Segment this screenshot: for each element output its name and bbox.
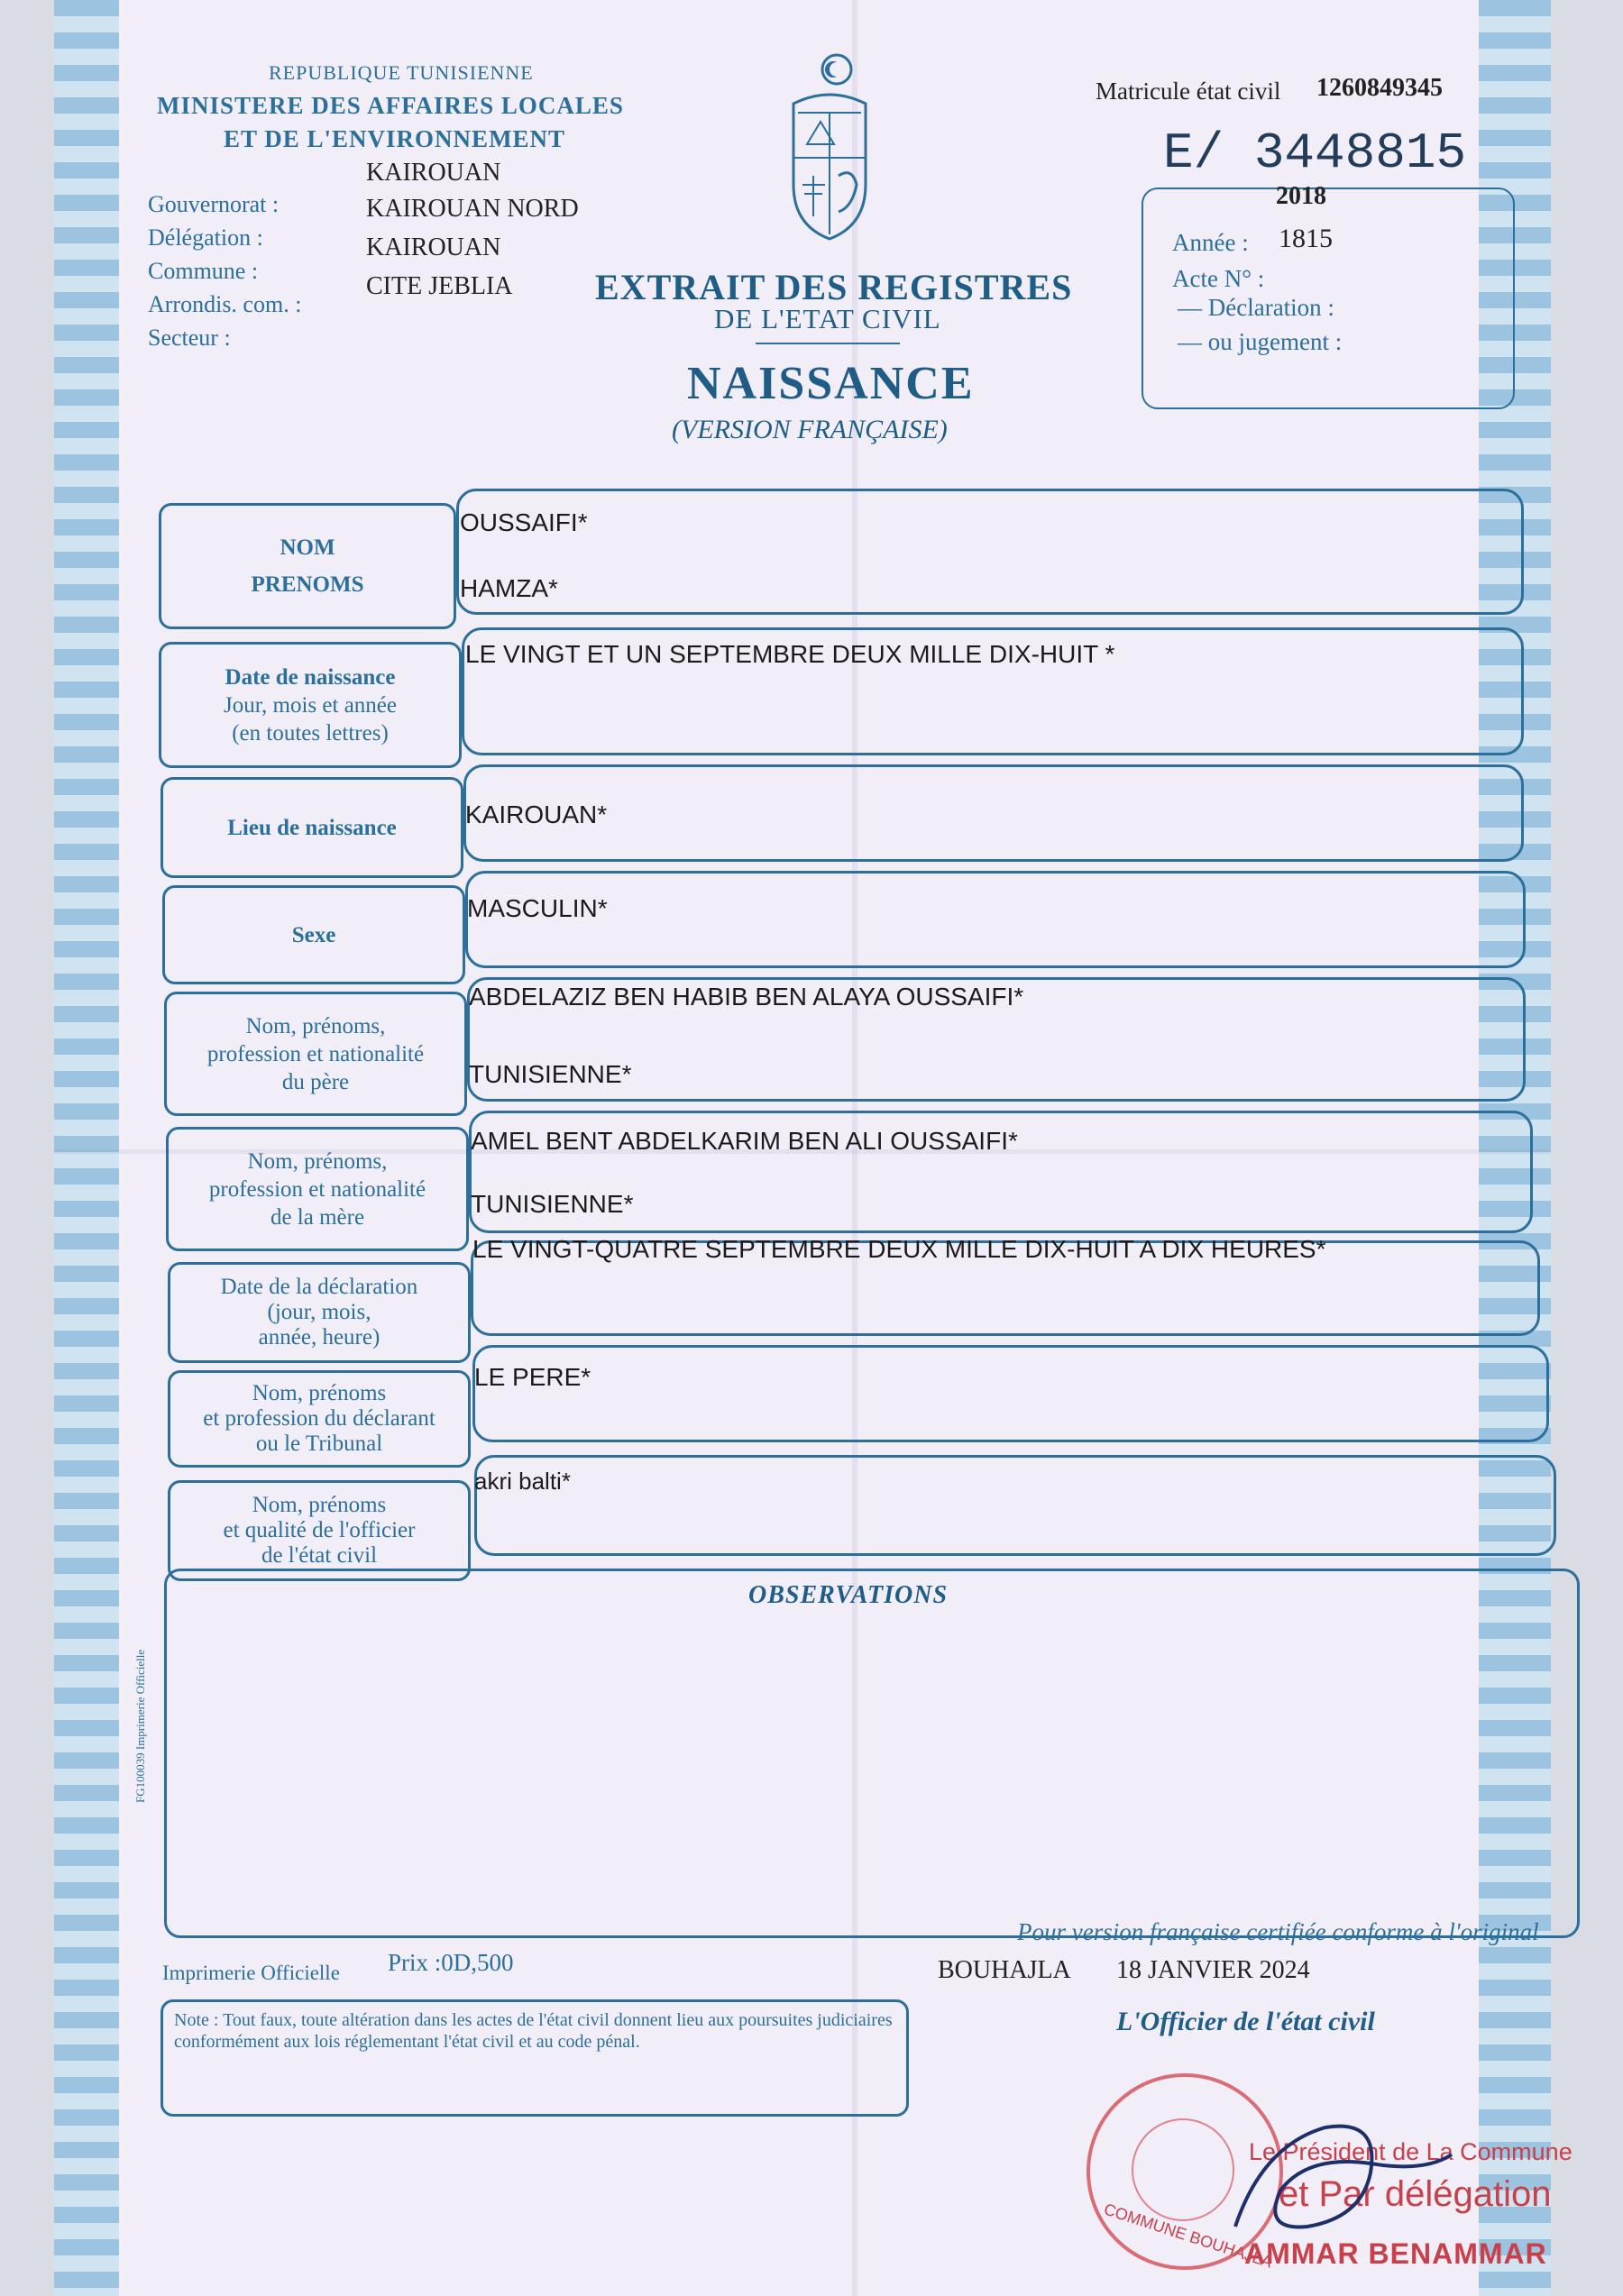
stamp-line2: et Par délégation: [1279, 2174, 1552, 2214]
ministry-line2: ET DE L'ENVIRONNEMENT: [224, 125, 566, 152]
admin-label-arrondissement: Arrondis. com. :: [148, 291, 302, 317]
declarant-label-line2: et profession du déclarant: [203, 1406, 436, 1431]
pere-label-line1: Nom, prénoms,: [245, 1013, 386, 1038]
officer-signature-label: L'Officier de l'état civil: [1116, 2007, 1375, 2036]
mere-name-value: AMEL BENT ABDELKARIM BEN ALI OUSSAIFI*: [471, 1127, 1018, 1155]
official-seal-inner-ring: [1132, 2118, 1234, 2221]
printer-side-text: FG100039 Imprimerie Officielle: [133, 1649, 147, 1803]
date-naissance-label-box: [159, 642, 462, 768]
observations-box: [164, 1569, 1580, 1938]
officier-label-line1: Nom, prénoms: [252, 1493, 387, 1517]
nom-prenoms-value-box: [456, 489, 1524, 615]
lieu-naissance-label-box: [160, 777, 463, 878]
stamp-line1: Le Président de La Commune: [1249, 2138, 1573, 2165]
admin-label-secteur: Secteur :: [148, 325, 231, 351]
matricule-value: 1260849345: [1316, 74, 1443, 102]
serial-number: E/ 3448815: [1163, 124, 1467, 182]
nom-prenoms-label-box: [159, 503, 456, 629]
pere-label-line2: profession et nationalité: [206, 1041, 425, 1066]
date-naissance-sublabel1: Jour, mois et année: [223, 692, 397, 718]
officier-label-box: [168, 1480, 471, 1581]
observations-label: OBSERVATIONS: [748, 1581, 949, 1609]
coat-of-arms-icon: [775, 50, 884, 243]
declaration-date-label-box: [168, 1262, 471, 1363]
decorative-border-left: [54, 0, 119, 2296]
lieu-naissance-value: KAIROUAN*: [465, 800, 608, 828]
issue-date: 18 JANVIER 2024: [1116, 1956, 1310, 1984]
imprimerie-label: Imprimerie Officielle: [162, 1962, 340, 1984]
nom-value: OUSSAIFI*: [460, 508, 588, 536]
stamp-line3: AMMAR BENAMMAR: [1244, 2237, 1547, 2270]
pere-label-box: [164, 992, 467, 1116]
declarant-label-line1: Nom, prénoms: [252, 1381, 387, 1405]
issue-place: BOUHAJLA: [938, 1956, 1071, 1984]
declarant-label-line3: ou le Tribunal: [255, 1432, 383, 1456]
document-title-main: NAISSANCE: [687, 358, 975, 409]
prenoms-value: HAMZA*: [460, 574, 558, 602]
document-title-version: (VERSION FRANÇAISE): [672, 415, 948, 444]
jugement-label: — ou jugement :: [1178, 328, 1343, 355]
lieu-naissance-value-box: [463, 764, 1524, 862]
admin-value-arrondissement: CITE JEBLIA: [366, 272, 513, 300]
republic-heading: REPUBLIQUE TUNISIENNE: [269, 61, 534, 84]
declaration-date-value: LE VINGT-QUATRE SEPTEMBRE DEUX MILLE DIX-HUIT A DIX HEURES*: [472, 1235, 1326, 1263]
handwritten-signature-icon: [1226, 2091, 1461, 2254]
admin-value-gouvernorat: KAIROUAN: [366, 159, 501, 187]
mere-label-line3: de la mère: [270, 1204, 365, 1230]
mere-label-box: [166, 1127, 469, 1251]
declarant-value-box: [472, 1345, 1549, 1442]
price-label: Prix :0D,500: [388, 1949, 514, 1976]
mere-label-line1: Nom, prénoms,: [247, 1148, 388, 1174]
seal-text: COMMUNE BOUHAJLA: [1101, 2200, 1275, 2272]
legal-note-box: [160, 1999, 909, 2117]
nom-label: NOM: [280, 535, 335, 560]
ministry-line1: MINISTERE DES AFFAIRES LOCALES: [157, 92, 624, 119]
date-naissance-sublabel2: (en toutes lettres): [232, 720, 389, 746]
admin-label-gouvernorat: Gouvernorat :: [148, 191, 280, 217]
admin-label-delegation: Délégation :: [148, 224, 263, 251]
prenoms-label: PRENOMS: [251, 572, 364, 597]
document-title-line1: EXTRAIT DES REGISTRES: [595, 267, 1073, 307]
certified-statement: Pour version française certifiée conforme à l'original: [1017, 1918, 1539, 1945]
pere-name-value: ABDELAZIZ BEN HABIB BEN ALAYA OUSSAIFI*: [469, 983, 1024, 1011]
annee-label: Année :: [1172, 229, 1249, 256]
date-naissance-value: LE VINGT ET UN SEPTEMBRE DEUX MILLE DIX-HUIT *: [465, 640, 1115, 668]
declaration-date-label-line3: année, heure): [258, 1325, 381, 1349]
mere-label-line2: profession et nationalité: [208, 1176, 426, 1202]
admin-value-delegation: KAIROUAN NORD: [366, 195, 579, 223]
officier-value-box: [474, 1455, 1556, 1556]
officier-label-line2: et qualité de l'officier: [223, 1518, 416, 1542]
declaration-date-label-line2: (jour, mois,: [267, 1300, 371, 1324]
mere-nationality-value: TUNISIENNE*: [471, 1190, 634, 1218]
pere-label-line3: du père: [281, 1069, 350, 1094]
legal-note-text: Note : Tout faux, toute altération dans les actes de l'état civil donnent lieu aux poursuites judiciaires conformément aux lois réglementant l'état civil et au code pénal.: [174, 2010, 893, 2052]
acte-year-overlay: 2018: [1276, 182, 1326, 210]
acte-number-label: Acte N° :: [1172, 265, 1265, 292]
document-title-line2: DE L'ETAT CIVIL: [714, 303, 941, 334]
admin-label-commune: Commune :: [148, 258, 259, 284]
title-divider: [756, 343, 900, 344]
declarant-label-box: [168, 1370, 471, 1468]
officier-value: akri balti*: [474, 1468, 571, 1495]
sexe-label: Sexe: [291, 922, 336, 947]
officier-label-line3: de l'état civil: [261, 1543, 378, 1568]
annee-value: 1815: [1279, 224, 1333, 253]
matricule-label: Matricule état civil: [1096, 78, 1281, 105]
sexe-value-box: [465, 871, 1526, 968]
pere-nationality-value: TUNISIENNE*: [469, 1060, 632, 1088]
declarant-value: LE PERE*: [474, 1363, 591, 1391]
declaration-label: — Déclaration :: [1178, 294, 1334, 321]
declaration-date-label-line1: Date de la déclaration: [220, 1275, 418, 1299]
lieu-naissance-label: Lieu de naissance: [227, 815, 397, 840]
sexe-value: MASCULIN*: [467, 894, 608, 922]
admin-value-commune: KAIROUAN: [366, 233, 501, 261]
date-naissance-label: Date de naissance: [225, 664, 396, 690]
sexe-label-box: [162, 885, 465, 984]
